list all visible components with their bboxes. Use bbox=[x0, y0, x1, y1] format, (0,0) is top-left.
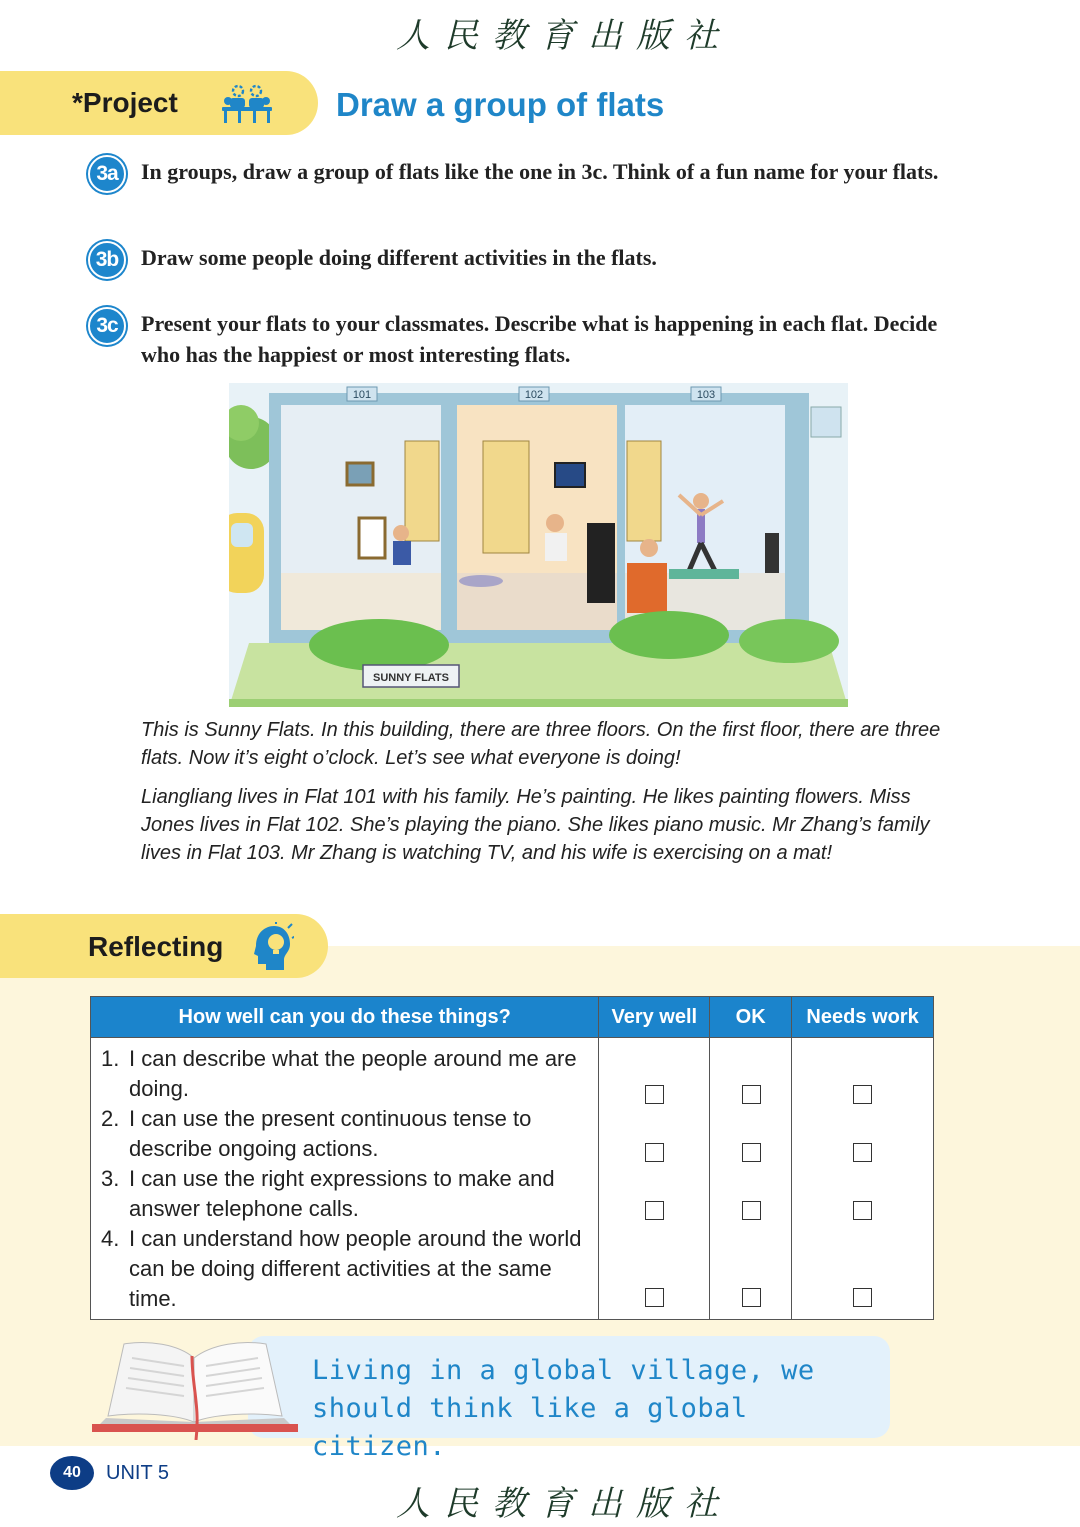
flat-label-103: 103 bbox=[696, 389, 716, 401]
flat-label-101: 101 bbox=[352, 389, 372, 401]
item-text: I can use the right expressions to make and answer telephone calls. bbox=[129, 1166, 555, 1221]
checkbox-item1-ok[interactable] bbox=[742, 1085, 761, 1104]
quote-text: Living in a global village, we should think like a global citizen. bbox=[312, 1355, 815, 1462]
project-banner bbox=[0, 71, 318, 135]
sunny-flats-illustration bbox=[229, 383, 848, 707]
sunny-flats-sign: SUNNY FLATS bbox=[373, 672, 449, 684]
step-text-3b: Draw some people doing different activities in the flats. bbox=[141, 245, 657, 270]
item-text: I can describe what the people around me are doing. bbox=[129, 1046, 577, 1101]
checkbox-item3-needs-work[interactable] bbox=[853, 1201, 872, 1220]
project-heading: Draw a group of flats bbox=[336, 86, 665, 123]
header-needs-work: Needs work bbox=[792, 997, 934, 1038]
item-number: 1. bbox=[101, 1046, 120, 1071]
table-items-cell bbox=[91, 1038, 599, 1320]
item-number: 3. bbox=[101, 1166, 120, 1191]
checkbox-item1-needs-work[interactable] bbox=[853, 1085, 872, 1104]
page-number: 40 bbox=[50, 1456, 94, 1490]
step-text-3a: In groups, draw a group of flats like the one in 3c. Think of a fun name for your flats. bbox=[141, 159, 939, 184]
step-badge-3b: 3b bbox=[88, 241, 126, 279]
group-icon bbox=[218, 83, 276, 129]
story-paragraph-2: Liangliang lives in Flat 101 with his family. He’s painting. He likes painting flowers. Miss Jones lives in Flat 102. She’s playing the piano. She likes piano music. Mr Zhang’s family lives in Flat 103. Mr Zhang is watching TV, and his wife is exercising on a mat! bbox=[141, 786, 930, 864]
header-very-well: Very well bbox=[599, 997, 710, 1038]
list-item bbox=[101, 1044, 588, 1104]
story-paragraph-1: This is Sunny Flats. In this building, there are three floors. On the first floor, there are three flats. Now it’s eight o’clock. Let’s see what everyone is doing! bbox=[141, 719, 941, 769]
step-text-3c: Present your flats to your classmates. Describe what is happening in each flat. Decide who has the happiest or most interesting flats. bbox=[141, 311, 938, 367]
open-book-icon bbox=[88, 1336, 302, 1444]
checkbox-item4-needs-work[interactable] bbox=[853, 1288, 872, 1307]
item-text: I can use the present continuous tense to describe ongoing actions. bbox=[129, 1106, 532, 1161]
checkbox-item2-ok[interactable] bbox=[742, 1143, 761, 1162]
checkbox-item2-needs-work[interactable] bbox=[853, 1143, 872, 1162]
reflecting-banner bbox=[0, 914, 328, 978]
checkbox-item1-very-well[interactable] bbox=[645, 1085, 664, 1104]
item-number: 2. bbox=[101, 1106, 120, 1131]
checkbox-item4-very-well[interactable] bbox=[645, 1288, 664, 1307]
very-well-column bbox=[599, 1038, 710, 1320]
step-badge-3a: 3a bbox=[88, 155, 126, 193]
checkbox-item3-ok[interactable] bbox=[742, 1201, 761, 1220]
unit-label: UNIT 5 bbox=[106, 1462, 169, 1484]
lightbulb-head-icon bbox=[248, 922, 294, 976]
header-ok: OK bbox=[710, 997, 792, 1038]
checkbox-item3-very-well[interactable] bbox=[645, 1201, 664, 1220]
item-text: I can understand how people around the world can be doing different activities at the same time. bbox=[129, 1226, 582, 1311]
checkbox-item4-ok[interactable] bbox=[742, 1288, 761, 1307]
list-item bbox=[101, 1164, 588, 1224]
needs-work-column bbox=[792, 1038, 934, 1320]
publisher-watermark-top: 人民教育出版社 bbox=[396, 16, 732, 56]
publisher-watermark-bottom: 人民教育出版社 bbox=[396, 1484, 732, 1524]
item-number: 4. bbox=[101, 1226, 120, 1251]
reflecting-banner-label: Reflecting bbox=[88, 931, 224, 962]
flat-label-102: 102 bbox=[524, 389, 544, 401]
header-how-well: How well can you do these things? bbox=[91, 997, 599, 1038]
ok-column bbox=[710, 1038, 792, 1320]
self-assessment-table bbox=[90, 996, 934, 1320]
project-banner-label: *Project bbox=[72, 87, 178, 118]
checkbox-item2-very-well[interactable] bbox=[645, 1143, 664, 1162]
list-item bbox=[101, 1224, 588, 1314]
list-item bbox=[101, 1104, 588, 1164]
step-badge-3c: 3c bbox=[88, 307, 126, 345]
